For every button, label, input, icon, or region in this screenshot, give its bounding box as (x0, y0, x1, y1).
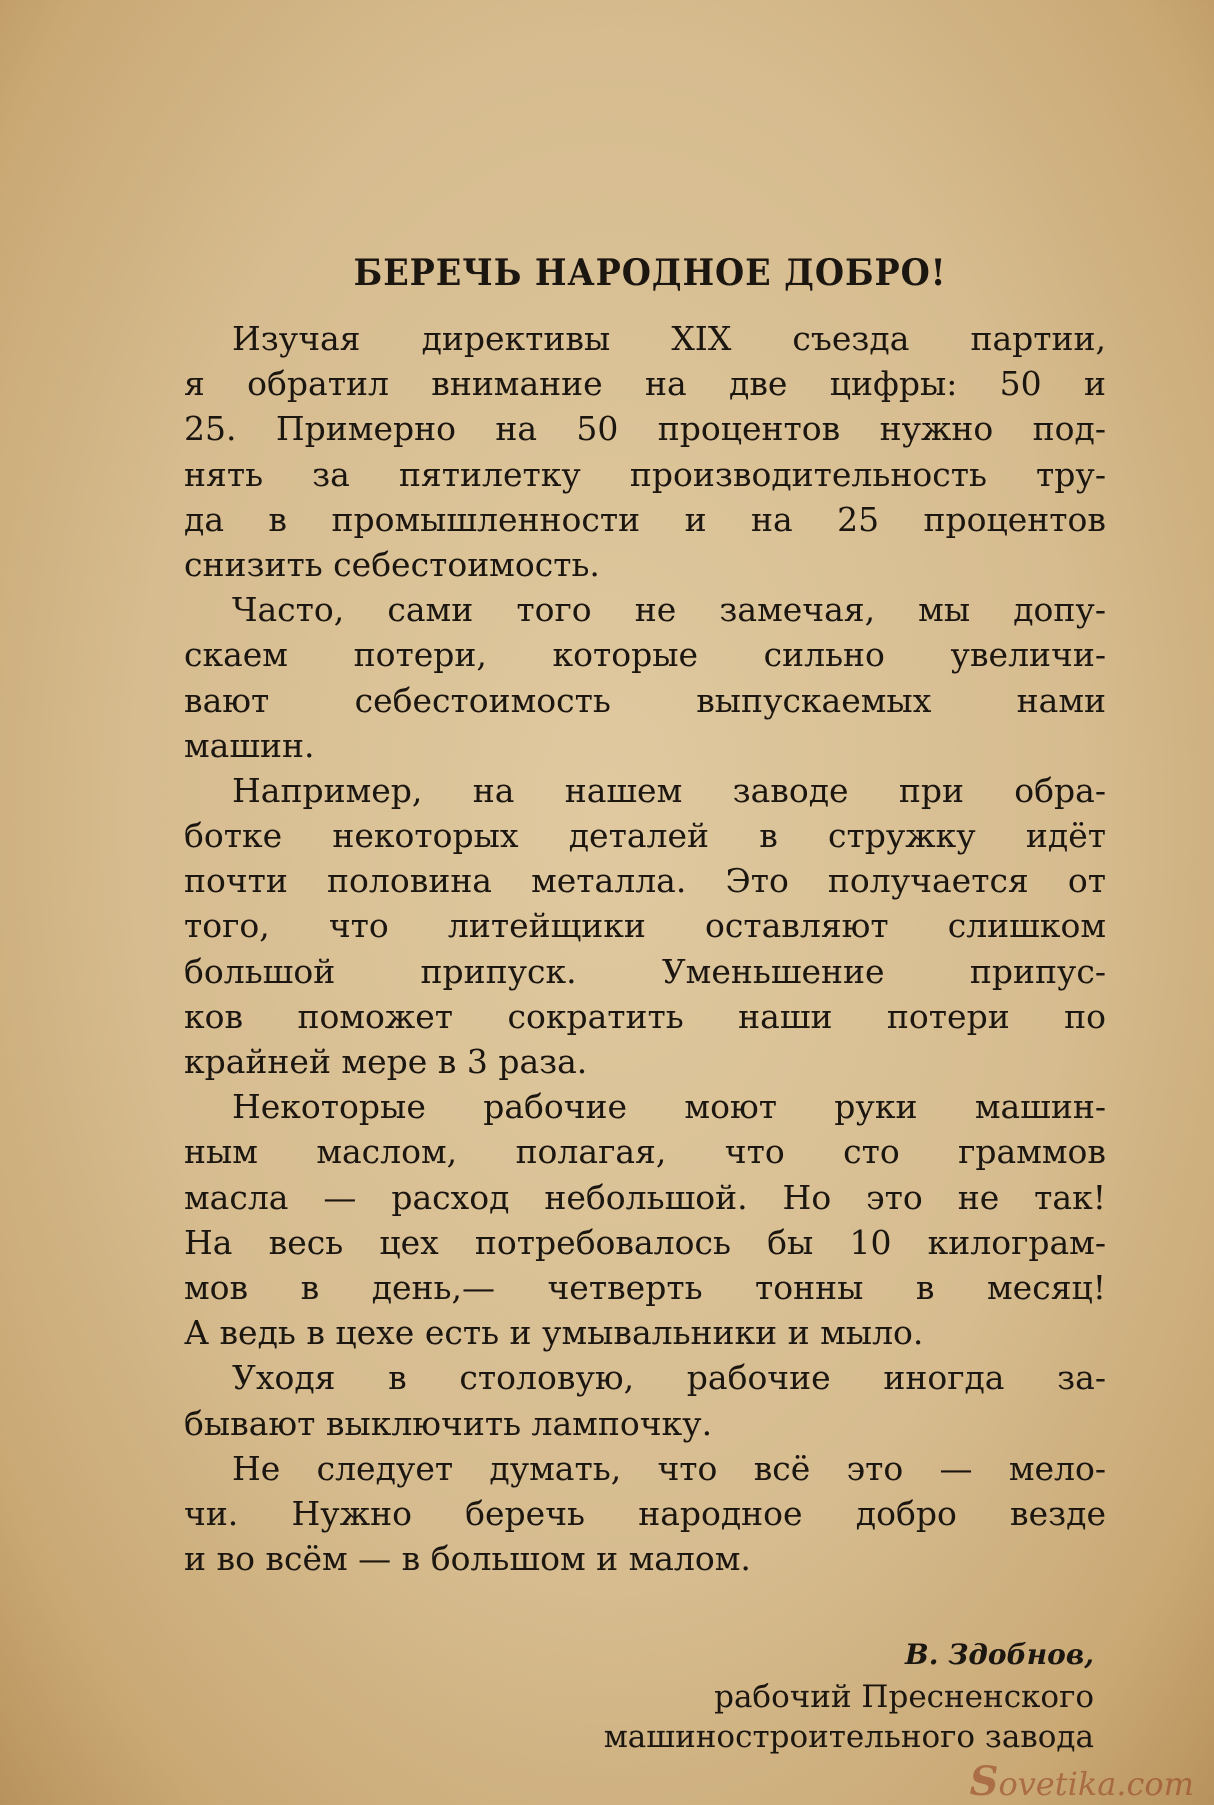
text-line: да в промышленности и на 25 процентов (184, 499, 1106, 539)
text-line: ным маслом, полагая, что сто граммов (184, 1132, 1106, 1172)
text-line: я обратил внимание на две цифры: 50 и (184, 364, 1106, 404)
text-line: вают себестоимость выпускаемых нами (184, 680, 1106, 720)
text-line: и во всём — в большом и малом. (184, 1539, 751, 1579)
text-line: мов в день,— четверть тонны в месяц! (184, 1267, 1106, 1307)
watermark-logo: Sovetika.com (969, 1758, 1194, 1805)
article-body (184, 316, 1106, 1581)
text-line: 25. Примерно на 50 процентов нужно под- (184, 409, 1106, 449)
text-line: Уходя в столовую, рабочие иногда за- (232, 1358, 1106, 1398)
author-workplace: машиностроительного завода (603, 1719, 1094, 1755)
text-line: масла — расход небольшой. Но это не так! (184, 1177, 1106, 1217)
sickle-s-icon: S (969, 1758, 999, 1805)
text-line: Не следует думать, что всё это — мело- (232, 1448, 1106, 1488)
text-line: чи. Нужно беречь народное добро везде (184, 1493, 1106, 1533)
text-line: нять за пятилетку производительность тру- (184, 454, 1106, 494)
author-position: рабочий Пресненского (714, 1679, 1094, 1715)
text-line: А ведь в цехе есть и умывальники и мыло. (184, 1313, 924, 1353)
text-line: Изучая директивы XIX съезда партии, (232, 319, 1106, 358)
text-line: крайней мере в 3 раза. (184, 1042, 588, 1081)
text-line: скаем потери, которые сильно увеличи- (184, 635, 1106, 675)
author-name: В. Здобнов, (905, 1638, 1094, 1671)
text-line: бывают выключить лампочку. (184, 1403, 713, 1443)
text-line: ботке некоторых деталей в стружку идёт (184, 816, 1106, 856)
text-line: На весь цех потребовалось бы 10 килограм- (184, 1222, 1106, 1262)
text-line: Например, на нашем заводе при обра- (232, 770, 1106, 810)
text-line: Часто, сами того не замечая, мы допу- (232, 590, 1106, 630)
article-title: БЕРЕЧЬ НАРОДНОЕ ДОБРО! (353, 252, 947, 294)
text-line: машин. (184, 725, 315, 765)
text-line: того, что литейщики оставляют слишком (184, 906, 1106, 946)
text-line: ков поможет сократить наши потери по (184, 996, 1106, 1036)
text-line: Некоторые рабочие моют руки машин- (232, 1087, 1106, 1127)
text-line: снизить себестоимость. (184, 544, 600, 584)
text-line: большой припуск. Уменьшение припус- (184, 951, 1106, 991)
text-line: почти половина металла. Это получается от (184, 861, 1106, 901)
